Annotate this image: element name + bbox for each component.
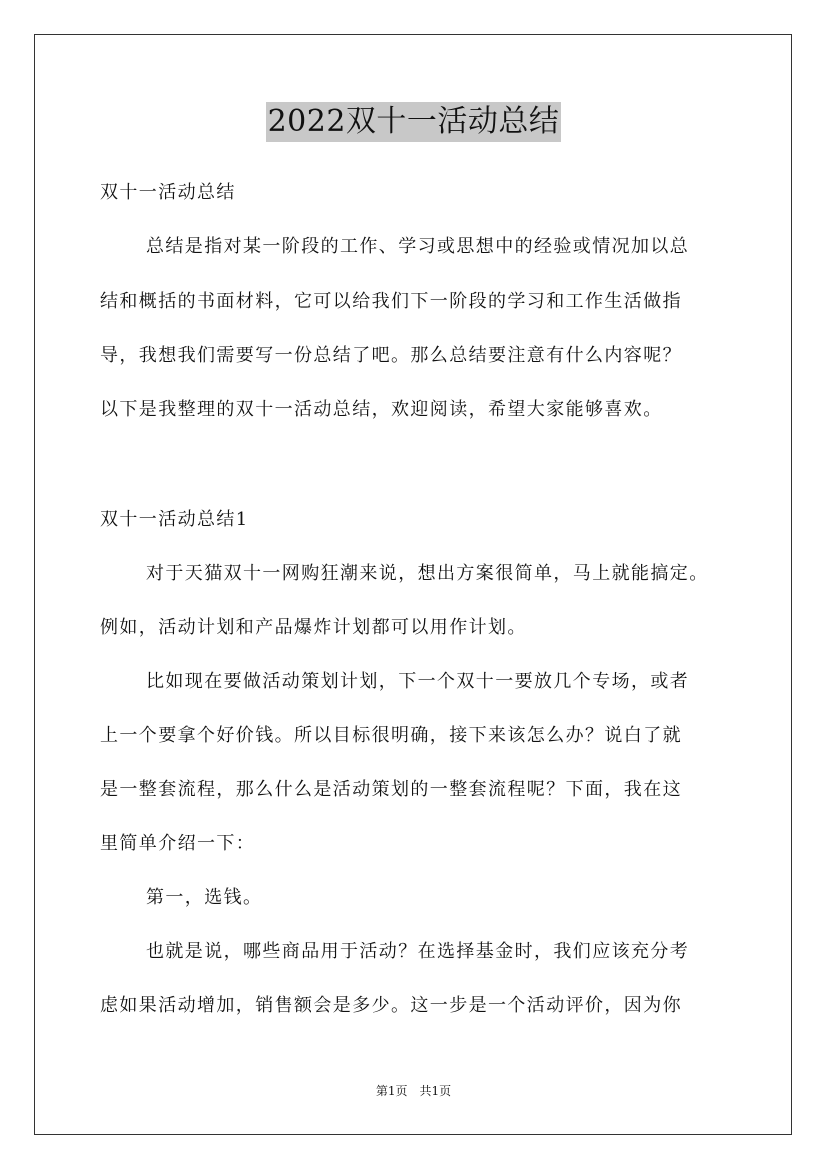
title-container [0,102,827,142]
page-footer: 第1页 共1页 [375,1084,452,1098]
paragraph-line: 是一整套流程，那么什么是活动策划的一整套流程呢？下面，我在这 [100,779,682,800]
paragraph-line: 结和概括的书面材料，它可以给我们下一阶段的学习和工作生活做指 [100,291,682,312]
paragraph-line: 虑如果活动增加，销售额会是多少。这一步是一个活动评价，因为你 [100,995,682,1016]
section-heading: 双十一活动总结1 [100,509,249,530]
section-heading: 双十一活动总结 [100,182,236,203]
paragraph-line: 例如，活动计划和产品爆炸计划都可以用作计划。 [100,617,527,638]
paragraph-line: 导，我想我们需要写一份总结了吧。那么总结要注意有什么内容呢？ [100,345,682,366]
paragraph-line: 上一个要拿个好价钱。所以目标很明确，接下来该怎么办？说白了就 [100,725,682,746]
paragraph-line: 里简单介绍一下： [100,833,256,854]
paragraph-line: 总结是指对某一阶段的工作、学习或思想中的经验或情况加以总 [146,236,690,257]
document-title: 2022双十一活动总结 [266,102,562,142]
paragraph-line: 比如现在要做活动策划计划，下一个双十一要放几个专场，或者 [146,671,690,692]
paragraph-line: 第一，选钱。 [146,887,263,908]
paragraph-line: 以下是我整理的双十一活动总结，欢迎阅读，希望大家能够喜欢。 [100,399,663,420]
paragraph-line: 也就是说，哪些商品用于活动？在选择基金时，我们应该充分考 [146,941,690,962]
paragraph-line: 对于天猫双十一网购狂潮来说，想出方案很简单，马上就能搞定。 [146,563,709,584]
